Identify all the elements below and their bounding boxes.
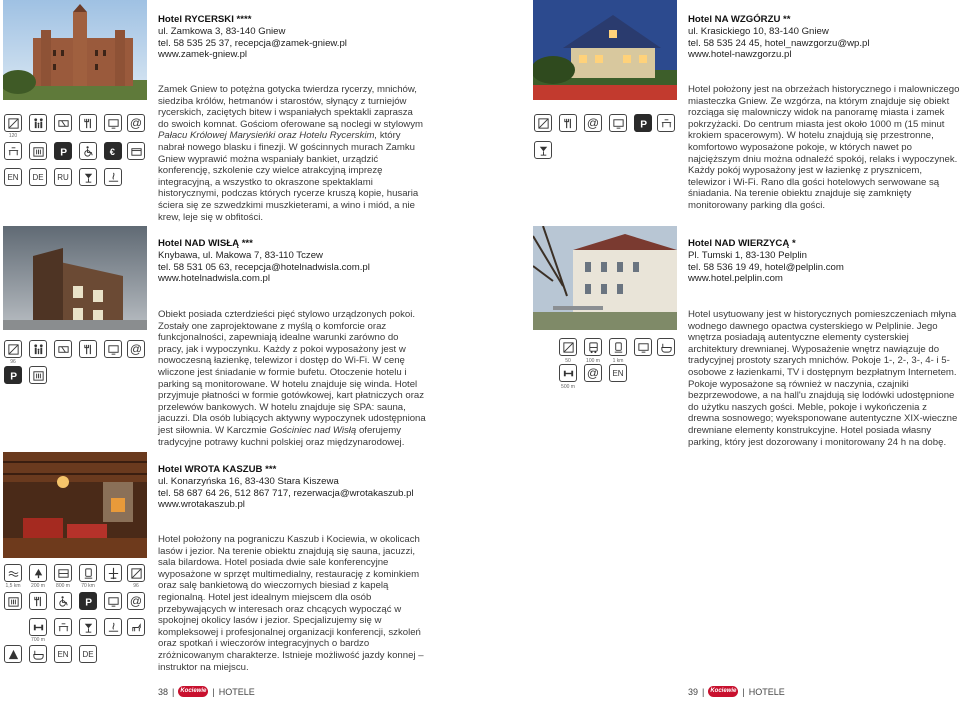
- tv-icon: [609, 114, 627, 132]
- conference-icon: [657, 114, 675, 132]
- distance-label: 1 km: [612, 358, 624, 364]
- internet-icon: @: [584, 114, 602, 132]
- language-en-icon: EN: [54, 645, 72, 663]
- fitness-icon: [559, 364, 577, 382]
- kociewie-logo: Kociewie: [708, 686, 738, 697]
- lake-icon: [4, 564, 22, 582]
- restaurant-icon: [79, 114, 97, 132]
- footer-left: [158, 686, 255, 697]
- tv-icon: [634, 338, 652, 356]
- tv-icon: [104, 340, 122, 358]
- family-icon: [29, 114, 47, 132]
- train-icon: [609, 338, 627, 356]
- hotel-address: Knybawa, ul. Makowa 7, 83-110 Tczew: [158, 249, 323, 261]
- conference-icon: [54, 618, 72, 636]
- rooms-icon: [559, 338, 577, 356]
- rooms-icon: [4, 340, 22, 358]
- hotel-website-link[interactable]: www.hotel.pelplin.com: [688, 273, 783, 285]
- hotel-stars: ***: [241, 238, 253, 249]
- hotel-name: Hotel NAD WISŁĄ: [158, 238, 240, 249]
- conference-icon: [4, 142, 22, 160]
- separator: |: [172, 686, 175, 697]
- svg-text:P: P: [639, 119, 647, 130]
- hotel-name: Hotel NA WZGÓRZU: [688, 14, 781, 25]
- cards-icon: [127, 142, 145, 160]
- hotel-stars: **: [783, 14, 791, 25]
- separator: |: [212, 686, 215, 697]
- airport-icon: [104, 564, 122, 582]
- description-emphasis: Gościniec nad Wisłą: [269, 424, 357, 436]
- description-text: Hotel położony jest na obrzeżach historycznego i malowniczego miasteczka Gniew. Ze wzgórza, na którym znajduje się obiekt rozciąga się malowniczy widok na panoramę miasta i zamek pokrzyżacki. Do centrum miasta jest około 1000 m (15 minut krokiem spacerowym). W hotelu znajdują się przestronne, komfortowo wyposażone pokoje, w których nawet po najcięższym dniu można odnaleźć spokój, relaks i wypoczynek. Każdy pokój wyposażony jest w łazienkę z prysznicem, telewizor i Wi-Fi. Rano dla gości hotelowych serwowane są śniadania. Na terenie obiektu znajduje się zamknięty monitorowany parking dla gości.: [688, 84, 960, 211]
- rooms-count-label: 96: [133, 583, 139, 589]
- hotel-wrota-kaszub-description: [158, 534, 430, 673]
- currency-icon: [104, 142, 122, 160]
- language-en-icon: EN: [4, 168, 22, 186]
- tv-icon: [104, 114, 122, 132]
- hotel-name: Hotel WROTA KASZUB: [158, 464, 263, 475]
- hotel-name: Hotel NAD WIERZYCĄ: [688, 238, 790, 249]
- sauna-icon: [54, 564, 72, 582]
- hotel-website-link[interactable]: www.wrotakaszub.pl: [158, 499, 245, 511]
- rooms-icon: [127, 564, 145, 582]
- hotel-website-link[interactable]: www.zamek-gniew.pl: [158, 49, 248, 61]
- language-ru-icon: RU: [54, 168, 72, 186]
- forest-icon: [29, 564, 47, 582]
- hotel-rycerski-description: [158, 84, 426, 223]
- distance-label: 1,5 km: [5, 583, 21, 589]
- ticket-icon: [54, 114, 72, 132]
- restaurant-icon: [79, 340, 97, 358]
- internet-icon: @: [127, 114, 145, 132]
- hotel-na-wzgorzu-description: [688, 84, 960, 212]
- svg-text:€: €: [109, 146, 115, 157]
- photo-castle-gniew: [3, 0, 147, 100]
- hotel-wrota-kaszub-header: [158, 464, 414, 511]
- photo-hotel-nad-wierzyca: [533, 226, 677, 330]
- parking-icon: [4, 366, 22, 384]
- distance-label: 70 km: [81, 583, 95, 589]
- parking-icon: [54, 142, 72, 160]
- restaurant-icon: [29, 592, 47, 610]
- hotel-address: ul. Zamkowa 3, 83-140 Gniew: [158, 25, 286, 37]
- hotel-stars: ***: [265, 464, 277, 475]
- footer-right: [688, 686, 785, 697]
- svg-text:P: P: [9, 371, 17, 382]
- bath-icon: [657, 338, 675, 356]
- distance-label: 100 m: [586, 358, 600, 364]
- rooms-count-label: 120: [8, 133, 18, 139]
- hotel-nad-wierzyca-header: [688, 238, 844, 285]
- page-number: 38: [158, 686, 169, 697]
- description-text: Hotel usytuowany jest w historycznych pomieszczeniach młyna wodnego dawnego opactwa cysterskiego w Pelplinie. Jego wnętrza posiadają autentyczne elementy cysterskiej architektury drewnianej. Wyposażenie wnętrz nawiązuje do tradycyjnej prostoty szarych mnichów. Pokoje 1-, 2-, 3-, 4- i 5-osobowe z łazienkami, TV i dostępnym bezpłatnym Internetem. Pokoje wyposażone są również w naczynia, czajniki bezprzewodowe, a na hall'u znajdują się lodówki udostępnione do użytku naszych gości. Meble, pokoje i wykończenia z drewna sosnowego; wyeksponowane autentyczne XIX-wieczne drewniane elementy konstrukcyjne. Hotel posiada własny parking, który jest dozorowany i monitorowany 24 h na dobę.: [688, 309, 958, 448]
- train-icon: [79, 564, 97, 582]
- recreation-icon: [79, 168, 97, 186]
- description-text: Zamek Gniew to potężna gotycka twierdza rycerzy, mnichów, siedziba królów, hetmanów i starostów, słynący z turniejów rycerskich, zaciętych bitew i wspaniałych spektakli zaprasza do swoich komnat. Gościom oferowane są noclegi w stylowym: [158, 84, 424, 130]
- hotel-contact: tel. 58 536 19 49, hotel@pelplin.com: [688, 261, 844, 273]
- fitness-icon: [29, 618, 47, 636]
- language-en-icon: EN: [609, 364, 627, 382]
- hotel-na-wzgorzu-header: [688, 14, 869, 61]
- internet-icon: @: [127, 340, 145, 358]
- distance-label: 800 m: [56, 583, 70, 589]
- distance-label: 50: [565, 358, 571, 364]
- description-text: oferujemy tradycyjne potrawy kuchni polskiej oraz międzynarodowej.: [158, 424, 405, 448]
- hotel-stars: *: [791, 238, 796, 249]
- svg-text:P: P: [59, 147, 67, 158]
- hotel-address: Pl. Tumski 1, 83-130 Pelplin: [688, 249, 807, 261]
- safe-icon: [29, 142, 47, 160]
- description-text: Hotel położony na pograniczu Kaszub i Kociewia, w okolicach lasów i jezior. Na terenie obiektu znajdują się sauna, jacuzzi, sala bilardowa. Hotel posiada dwie sale konferencyjne wyposażone w sprzęt multimedialny, restaurację z kominkiem oraz salę bankietową do wieczornych biesiad z kapelą regionalną. Hotel jest idealnym miejscem dla osób przebywających w interesach oraz chcących wypocząć w spokojnej okolicy lasów i jezior. Specjalizujemy się w kompleksowej i profesjonalnej organizacji konferencji, szkoleń oraz spotkań i wieczorów integracyjnych o bardzo zróżnicowanym charakterze. Istnieje możliwość jazdy konnej – instruktor na miejscu.: [158, 534, 424, 673]
- distance-label: 200 m: [31, 583, 45, 589]
- hotel-website-link[interactable]: www.hotel-nawzgorzu.pl: [688, 49, 792, 61]
- separator: |: [702, 686, 705, 697]
- spa-icon: [104, 168, 122, 186]
- wheelchair-icon: [79, 142, 97, 160]
- hotel-nad-wisla-header: [158, 238, 370, 285]
- rooms-icon: [534, 114, 552, 132]
- language-de-icon: DE: [79, 645, 97, 663]
- photo-hotel-na-wzgorzu: [533, 0, 677, 100]
- tent-icon: [4, 645, 22, 663]
- horse-riding-icon: [127, 618, 145, 636]
- kociewie-logo: Kociewie: [178, 686, 208, 697]
- description-text: Obiekt posiada czterdzieści pięć stylowo urządzonych pokoi. Zostały one zaprojektowane z myślą o komforcie oraz funkcjonalności, zapewniają idealne warunki zarówno do pracy, jak i wypoczynku. Każdy z pokoi wyposażony jest w nowoczesną łazienkę, telewizor i dostęp do Wi-Fi. W cenę wliczone jest śniadanie w formie bufetu. Otoczenie hotelu i parking są monitorowane. W hotelu znajduje się winda. Hotel przyjmuje płatności w formie gotówkowej, kart płatniczych oraz przelewów bankowych. W hotelu znajduje się SPA: sauna, jacuzzi. Dla osób lubiących aktywny wypoczynek udostępniona jest siłownia. W Karczmie: [158, 309, 426, 436]
- hotel-rycerski-header: [158, 14, 347, 61]
- photo-hotel-wrota-kaszub: [3, 452, 147, 558]
- hotel-nad-wierzyca-description: [688, 309, 958, 448]
- photo-hotel-nad-wisla: [3, 226, 147, 330]
- page-number: 39: [688, 686, 699, 697]
- ticket-icon: [54, 340, 72, 358]
- rooms-count-label: 96: [10, 359, 16, 365]
- family-icon: [29, 340, 47, 358]
- hotel-contact: tel. 58 687 64 26, 512 867 717, rezerwacja@wrotakaszub.pl: [158, 487, 414, 499]
- bus-icon: [584, 338, 602, 356]
- safe-icon: [29, 366, 47, 384]
- restaurant-icon: [559, 114, 577, 132]
- rooms-icon: [4, 114, 22, 132]
- bath-icon: [29, 645, 47, 663]
- hotel-name: Hotel RYCERSKI: [158, 14, 234, 25]
- hotel-address: ul. Krasickiego 10, 83-140 Gniew: [688, 25, 829, 37]
- spa-icon: [104, 618, 122, 636]
- description-emphasis: Pałacu Królowej Marysieńki oraz Hotelu Rycerskim,: [158, 130, 378, 142]
- hotel-stars: ****: [236, 14, 252, 25]
- safe-icon: [4, 592, 22, 610]
- separator: |: [742, 686, 745, 697]
- hotel-address: ul. Konarzyńska 16, 83-430 Stara Kiszewa: [158, 475, 339, 487]
- parking-icon: [634, 114, 652, 132]
- hotel-contact: tel. 58 535 25 37, recepcja@zamek-gniew.pl: [158, 37, 347, 49]
- recreation-icon: [534, 141, 552, 159]
- distance-label: 700 m: [31, 637, 45, 643]
- hotel-contact: tel. 58 531 05 63, recepcja@hotelnadwisla.com.pl: [158, 261, 370, 273]
- internet-icon: @: [584, 364, 602, 382]
- recreation-icon: [79, 618, 97, 636]
- language-de-icon: DE: [29, 168, 47, 186]
- svg-text:P: P: [84, 597, 92, 608]
- hotel-nad-wisla-description: [158, 309, 426, 448]
- description-text: który nabrał nowego blasku i finezji. W gościnnych murach Zamku Gniew wyprawić można wspaniały bankiet, urządzić konferencję, szkolenie czy wielce atrakcyjną imprezę integracyjną, a wszystko to okraszone spektaklami historycznymi, podczas których rycerze kruszą kopie, husaria ściera się ze szwedzkimi muszkieterami, a wino i miód, a nie krew, leje się w obfitości.: [158, 130, 419, 223]
- tv-icon: [104, 592, 122, 610]
- parking-icon: [79, 592, 97, 610]
- section-title: HOTELE: [218, 686, 255, 697]
- wheelchair-icon: [54, 592, 72, 610]
- distance-label: 500 m: [561, 384, 575, 390]
- internet-icon: @: [127, 592, 145, 610]
- hotel-website-link[interactable]: www.hotelnadwisla.com.pl: [158, 273, 270, 285]
- hotel-contact: tel. 58 535 24 45, hotel_nawzgorzu@wp.pl: [688, 37, 870, 49]
- section-title: HOTELE: [748, 686, 785, 697]
